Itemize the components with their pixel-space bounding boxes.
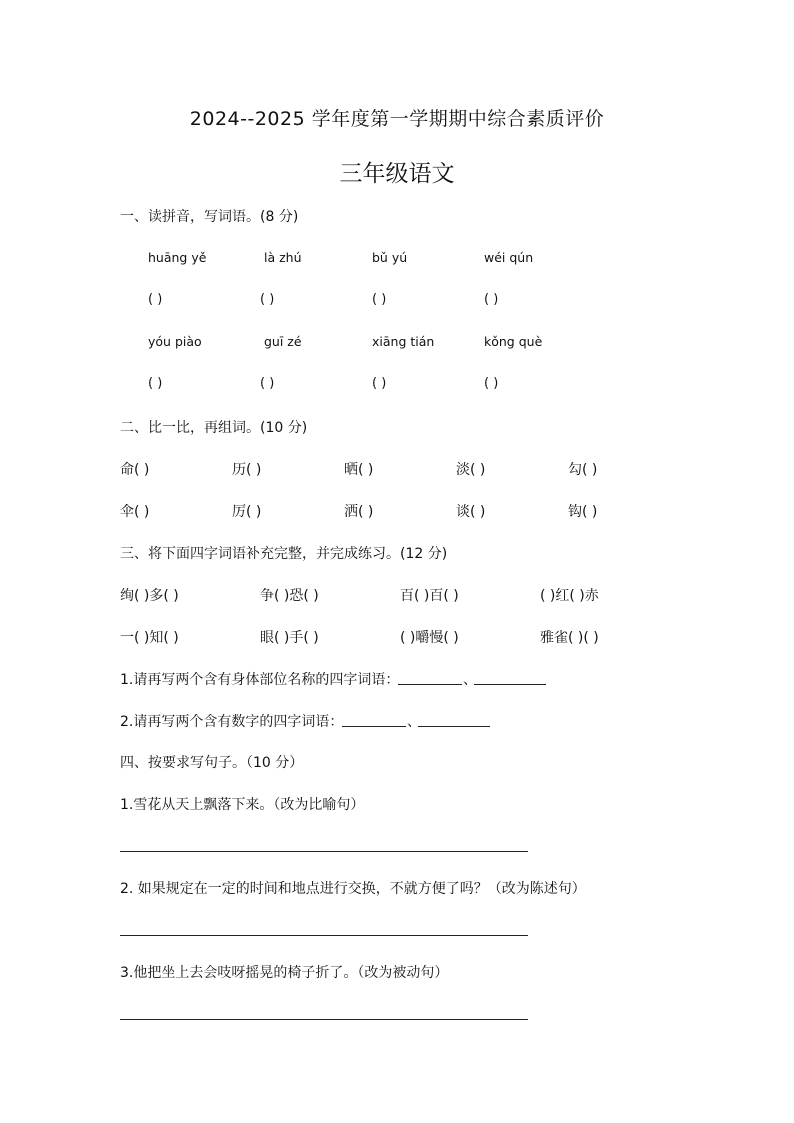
answer-blank[interactable]: ( ): [484, 376, 499, 391]
idiom-item[interactable]: 一( )知( ): [120, 630, 179, 646]
answer-line[interactable]: [120, 851, 528, 852]
answer-blank[interactable]: ( ): [148, 376, 163, 391]
question-3-2: 2.请再写两个含有数字的四字词语：: [120, 714, 344, 730]
separator: 、: [407, 714, 421, 730]
pinyin-item: yóu piào: [148, 334, 202, 349]
answer-line[interactable]: [120, 935, 528, 936]
idiom-item[interactable]: 百( )百( ): [400, 588, 459, 604]
idiom-item[interactable]: 雅雀( )( ): [540, 630, 599, 646]
compare-word[interactable]: 谈( ): [456, 504, 486, 520]
idiom-item[interactable]: ( )红( )赤: [540, 588, 599, 604]
answer-line[interactable]: [120, 1019, 528, 1020]
answer-line[interactable]: [398, 684, 462, 685]
pinyin-item: wéi qún: [484, 250, 534, 265]
compare-word[interactable]: 洒( ): [344, 504, 374, 520]
section-4-heading: 四、按要求写句子。（10 分）: [120, 755, 304, 771]
answer-line[interactable]: [418, 726, 490, 727]
separator: 、: [463, 672, 477, 688]
answer-line[interactable]: [342, 726, 406, 727]
question-3-1: 1.请再写两个含有身体部位名称的四字词语：: [120, 672, 400, 688]
pinyin-item: bǔ yú: [372, 250, 408, 265]
question-4-1: 1.雪花从天上飘落下来。（改为比喻句）: [120, 797, 365, 813]
section-1-heading: 一、读拼音，写词语。(8 分): [120, 209, 299, 225]
answer-blank[interactable]: ( ): [260, 292, 275, 307]
exam-subtitle: 三年级语文: [339, 161, 455, 187]
compare-word[interactable]: 勾( ): [568, 462, 598, 478]
pinyin-item: kǒng què: [484, 334, 543, 349]
answer-line[interactable]: [474, 684, 546, 685]
idiom-item[interactable]: 眼( )手( ): [260, 630, 319, 646]
pinyin-item: guī zé: [264, 334, 302, 349]
compare-word[interactable]: 厉( ): [232, 504, 262, 520]
idiom-item[interactable]: ( )嚼慢( ): [400, 630, 459, 646]
exam-title: 2024--2025 学年度第一学期期中综合素质评价: [189, 108, 605, 130]
pinyin-item: xiāng tián: [372, 334, 435, 349]
answer-blank[interactable]: ( ): [484, 292, 499, 307]
compare-word[interactable]: 伞( ): [120, 504, 150, 520]
section-2-heading: 二、比一比，再组词。(10 分): [120, 420, 308, 436]
compare-word[interactable]: 淡( ): [456, 462, 486, 478]
compare-word[interactable]: 钩( ): [568, 504, 598, 520]
answer-blank[interactable]: ( ): [372, 376, 387, 391]
pinyin-item: huāng yě: [148, 250, 207, 265]
section-3-heading: 三、将下面四字词语补充完整，并完成练习。(12 分): [120, 546, 448, 562]
idiom-item[interactable]: 绚( )多( ): [120, 588, 179, 604]
compare-word[interactable]: 历( ): [232, 462, 262, 478]
answer-blank[interactable]: ( ): [148, 292, 163, 307]
compare-word[interactable]: 命( ): [120, 462, 150, 478]
question-4-3: 3.他把坐上去会吱呀摇晃的椅子折了。（改为被动句）: [120, 965, 449, 981]
pinyin-item: là zhú: [264, 250, 302, 265]
idiom-item[interactable]: 争( )恐( ): [260, 588, 319, 604]
question-4-2: 2. 如果规定在一定的时间和地点进行交换，不就方便了吗？（改为陈述句）: [120, 881, 586, 897]
compare-word[interactable]: 晒( ): [344, 462, 374, 478]
answer-blank[interactable]: ( ): [372, 292, 387, 307]
answer-blank[interactable]: ( ): [260, 376, 275, 391]
